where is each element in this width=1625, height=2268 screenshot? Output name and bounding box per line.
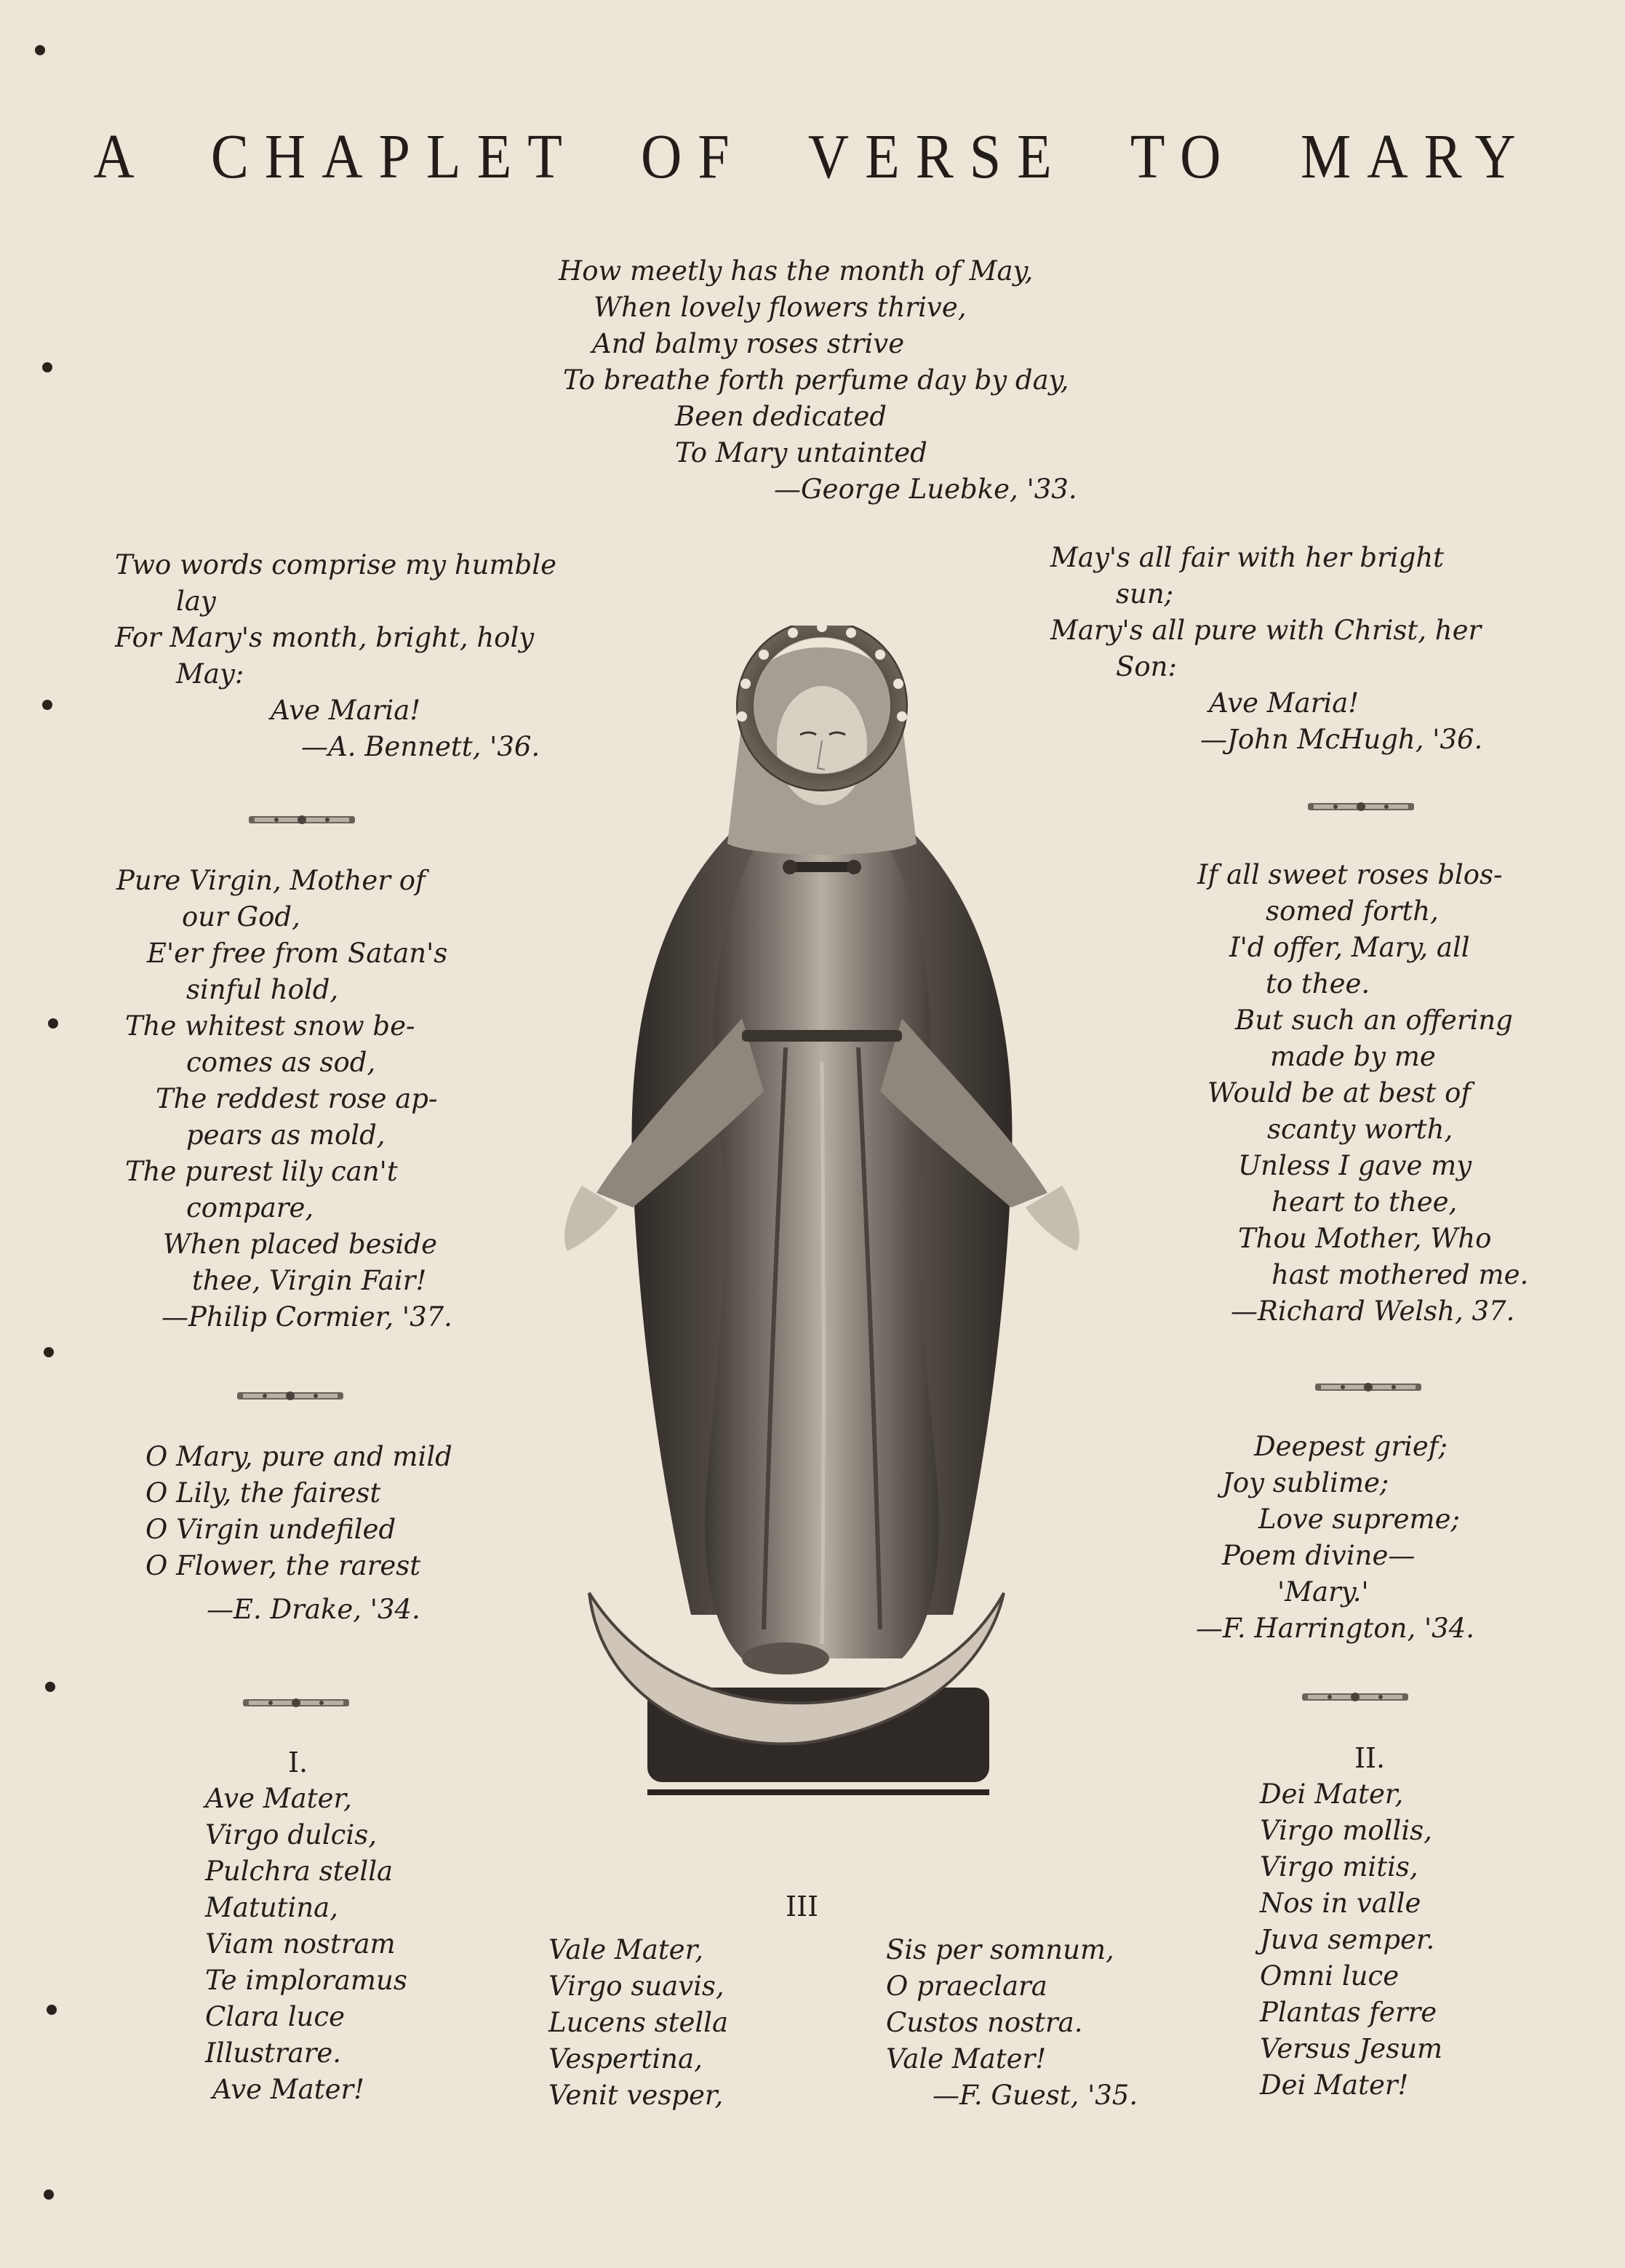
poem-line: To breathe forth perfume day by day, [563, 364, 1069, 396]
poem-line: sinful hold, [186, 974, 339, 1005]
poem-line: 'Mary.' [1277, 1576, 1369, 1608]
poem-latin-3-col-1 [548, 1932, 728, 2114]
poem-line: made by me [1270, 1041, 1436, 1072]
poem-attribution: —A. Bennett, '36. [301, 731, 540, 762]
poem-line: somed forth, [1266, 895, 1439, 927]
poem-line: Two words comprise my humble [115, 549, 556, 580]
poem-line: Venit vesper, [548, 2080, 724, 2111]
poem-line: Pulchra stella [205, 1856, 394, 1887]
ornament-divider-left-2 [236, 1388, 345, 1404]
ornament-divider-right-3 [1301, 1689, 1410, 1705]
poem-line: When placed beside [163, 1229, 437, 1260]
poem-line: sun; [1116, 578, 1174, 610]
poem-attribution: —F. Harrington, '34. [1196, 1613, 1474, 1644]
poem-latin-3-col-2 [886, 1932, 1138, 2114]
poem-line: How meetly has the month of May, [559, 255, 1034, 287]
poem-attribution: —Philip Cormier, '37. [161, 1301, 452, 1333]
poem-line: Unless I gave my [1238, 1150, 1472, 1181]
virgin-mary-statue-image [524, 626, 1120, 1804]
poem-line: Ave Mater! [212, 2074, 365, 2105]
poem-left-2 [116, 863, 452, 1335]
poem-line: But such an offering [1235, 1005, 1513, 1036]
poem-line: Vale Mater, [548, 1934, 703, 1965]
poem-line: E'er free from Satan's [147, 938, 448, 969]
poem-line: comes as sod, [186, 1047, 376, 1078]
poem-line: O Flower, the rarest [145, 1550, 421, 1581]
poem-line: Thou Mother, Who [1238, 1223, 1492, 1254]
poem-attribution: —F. Guest, '35. [933, 2080, 1138, 2111]
poem-line: Ave Maria! [1209, 687, 1360, 719]
poem-line: Would be at best of [1207, 1077, 1472, 1109]
poem-line: If all sweet roses blos- [1197, 859, 1503, 890]
poem-line: Versus Jesum [1260, 2033, 1443, 2064]
poem-line: Matutina, [205, 1892, 338, 1923]
poem-line: Te imploramus [205, 1965, 407, 1996]
poem-latin-3-heading [786, 1888, 818, 1925]
poem-attribution: —Richard Welsh, 37. [1231, 1295, 1515, 1327]
poem-latin-1 [205, 1744, 407, 2108]
poem-line: Been dedicated [675, 401, 887, 432]
poem-line: Poem divine— [1222, 1540, 1416, 1571]
poem-line: Virgo mollis, [1260, 1815, 1432, 1846]
poem-line: Love supreme; [1258, 1504, 1460, 1535]
poem-line: Juva semper. [1260, 1924, 1435, 1955]
poem-line: Lucens stella [548, 2007, 729, 2038]
poem-line: The purest lily can't [125, 1156, 398, 1187]
poem-line: Sis per somnum, [886, 1934, 1114, 1965]
poem-line: Virgo suavis, [548, 1970, 724, 2002]
poem-line: Virgo dulcis, [205, 1819, 377, 1850]
poem-line: Custos nostra. [886, 2007, 1083, 2038]
poem-line: Plantas ferre [1260, 1997, 1437, 2028]
poem-line: hast mothered me. [1271, 1259, 1529, 1290]
ornament-divider-right-1 [1306, 799, 1416, 815]
poem-line: Deepest grief; [1254, 1431, 1448, 1462]
poem-numeral: I. [288, 1746, 308, 1778]
poem-line: lay [176, 586, 216, 617]
poem-line: Clara luce [205, 2001, 345, 2032]
poem-line: pears as mold, [186, 1119, 386, 1151]
ornament-divider-left-3 [241, 1695, 351, 1711]
poem-line: To Mary untainted [675, 437, 927, 468]
poem-line: The reddest rose ap- [156, 1083, 438, 1114]
ornament-divider-right-2 [1314, 1379, 1423, 1395]
poem-line: Ave Maria! [271, 695, 421, 726]
poem-line: I'd offer, Mary, all [1229, 932, 1470, 963]
poem-left-3 [145, 1439, 452, 1628]
poem-line: When lovely flowers thrive, [594, 292, 967, 323]
poem-line: thee, Virgin Fair! [192, 1265, 427, 1296]
poem-line: May's all fair with her bright [1050, 542, 1445, 573]
poem-numeral: II. [1354, 1742, 1386, 1774]
poem-left-1 [115, 547, 556, 765]
poem-line: Vale Mater! [886, 2043, 1047, 2075]
poem-line: Nos in valle [1260, 1888, 1421, 1919]
poem-line: For Mary's month, bright, holy [115, 622, 535, 653]
poem-line: scanty worth, [1267, 1114, 1453, 1145]
poem-line: Omni luce [1260, 1960, 1400, 1992]
page-title: A CHAPLET OF VERSE TO MARY [93, 120, 1532, 192]
poem-line: Illustrare. [205, 2037, 342, 2069]
poem-latin-2 [1260, 1740, 1442, 2104]
poem-line: O Mary, pure and mild [145, 1441, 452, 1472]
poem-line: The whitest snow be- [125, 1010, 415, 1042]
poem-numeral: III [786, 1890, 819, 1922]
poem-line: compare, [186, 1192, 314, 1223]
poem-line: O Lily, the fairest [145, 1477, 381, 1509]
poem-line: Viam nostram [205, 1928, 396, 1960]
poem-line: Pure Virgin, Mother of [116, 865, 426, 896]
poem-line: heart to thee, [1271, 1186, 1458, 1218]
poem-line: Dei Mater! [1260, 2069, 1409, 2101]
poem-attribution: —E. Drake, '34. [207, 1594, 420, 1625]
poem-right-3 [1196, 1429, 1474, 1647]
poem-line: And balmy roses strive [592, 328, 905, 359]
poem-line: O praeclara [886, 1970, 1047, 2002]
poem-line: May: [176, 658, 244, 690]
poem-attribution: —John McHugh, '36. [1200, 724, 1483, 755]
poem-line: O Virgin undefiled [145, 1514, 396, 1545]
poem-line: Mary's all pure with Christ, her [1050, 615, 1482, 646]
poem-attribution: —George Luebke, '33. [774, 474, 1077, 505]
poem-line: Son: [1116, 651, 1177, 682]
poem-line: Joy sublime; [1222, 1467, 1389, 1498]
poem-line: to thee. [1266, 968, 1370, 999]
poem-line: Virgo mitis, [1260, 1851, 1418, 1882]
poem-line: Dei Mater, [1260, 1778, 1404, 1810]
poem-line: Vespertina, [548, 2043, 703, 2075]
poem-right-2 [1197, 857, 1528, 1330]
poem-line: our God, [182, 901, 300, 933]
poem-line: Ave Mater, [205, 1783, 352, 1814]
ornament-divider-left-1 [247, 812, 356, 828]
poem-top [559, 253, 1077, 508]
